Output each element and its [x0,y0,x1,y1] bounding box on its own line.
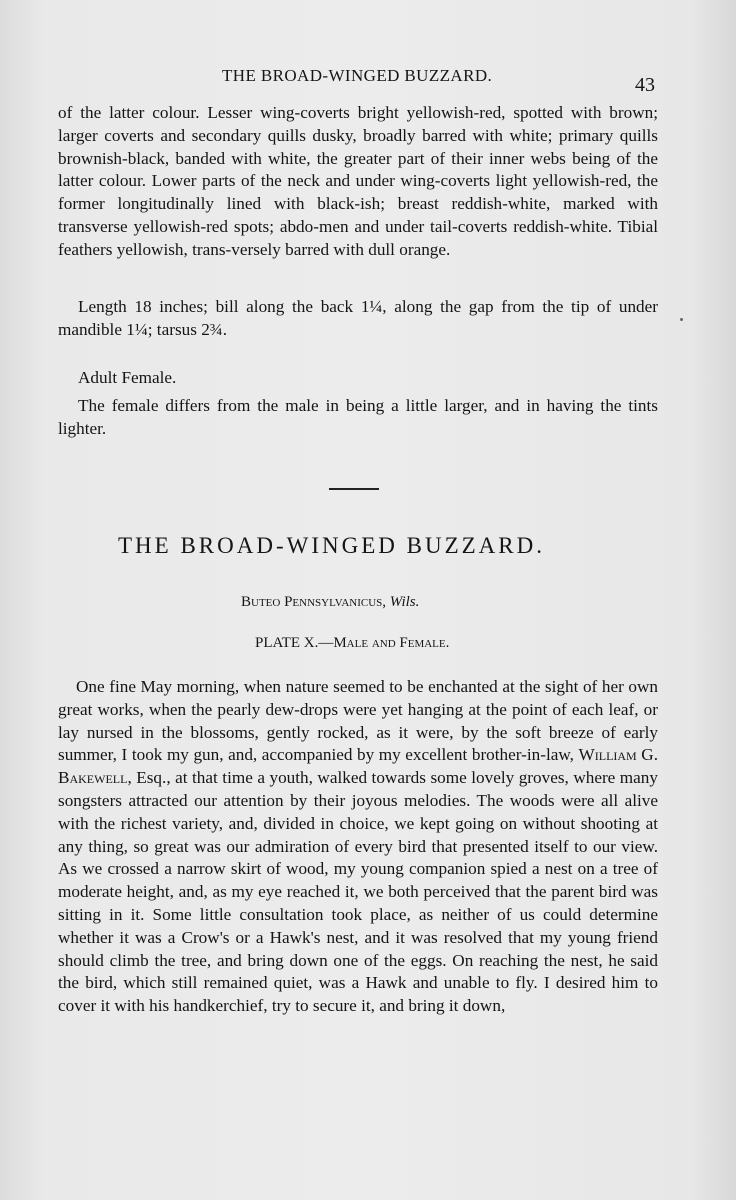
running-title: THE BROAD-WINGED BUZZARD. [222,66,493,85]
narrative-paragraph: One fine May morning, when nature seemed to be enchanted at the sight of her own great works, when the pearly dew-drops were yet hanging at the point of each leaf, or lay nursed in the blossoms, gently rocked, as it were, by the soft breeze of early summer, I took my gun, and, accompanied by my excellent brother-in-law, William G. Bakewell, Esq., at that time a youth, walked towards some lovely groves, where many songsters attracted our attention by their joyous melodies. The woods were all alive with the richest variety, and, divided in choice, we kept going on without shooting at any thing, so great was our admiration of every bird that presented itself to our view. As we crossed a narrow skirt of wood, my young companion spied a nest on a tree of moderate height, and, as my eye reached it, we both perceived that the parent bird was sitting in it. Some little consultation took place, as neither of us could determine whether it was a Crow's or a Hawk's nest, and it was resolved that my young friend should climb the tree, and bring down one of the eggs. On reaching the nest, he said the bird, which still remained quiet, was a Hawk and unable to fly. I desired him to cover it with his handkerchief, try to secure it, and bring it down, [58,677,658,1016]
latin-authority: Wils. [389,594,420,610]
female-description-paragraph: The female differs from the male in being a little larger, and in having the tints lighter. [58,396,658,438]
margin-speck [680,318,683,321]
section-divider [329,488,379,490]
chapter-title: THE BROAD-WINGED BUZZARD. [118,533,545,558]
page-number: 43 [635,74,655,96]
plate-reference [255,635,449,652]
species-latin-name [241,594,419,611]
female-heading: Adult Female. [78,368,177,387]
measurements-paragraph: Length 18 inches; bill along the back 1¼, along the gap from the tip of under mandible 1¼; tarsus 2¾. [58,297,658,339]
plate-caption: Male and Female. [333,635,450,651]
latin-binomial: Buteo Pennsylvanicus, [241,594,387,610]
plate-number: PLATE X.— [255,635,334,651]
person-name: William G. Bakewell [58,745,658,788]
male-description-paragraph: of the latter colour. Lesser wing-coverts bright yellowish-red, spotted with brown; larger coverts and secondary quills dusky, broadly barred with white; primary quills brownish-black, banded with white, the greater part of their inner webs being of the latter colour. Lower parts of the neck and under wing-coverts light yellowish-red, the former longitudinally lined with black-ish; breast reddish-white, marked with transverse yellowish-red spots; abdo-men and under tail-coverts reddish-white. Tibial feathers yellowish, trans-versely barred with dull orange. [58,103,658,259]
running-head [0,66,736,96]
